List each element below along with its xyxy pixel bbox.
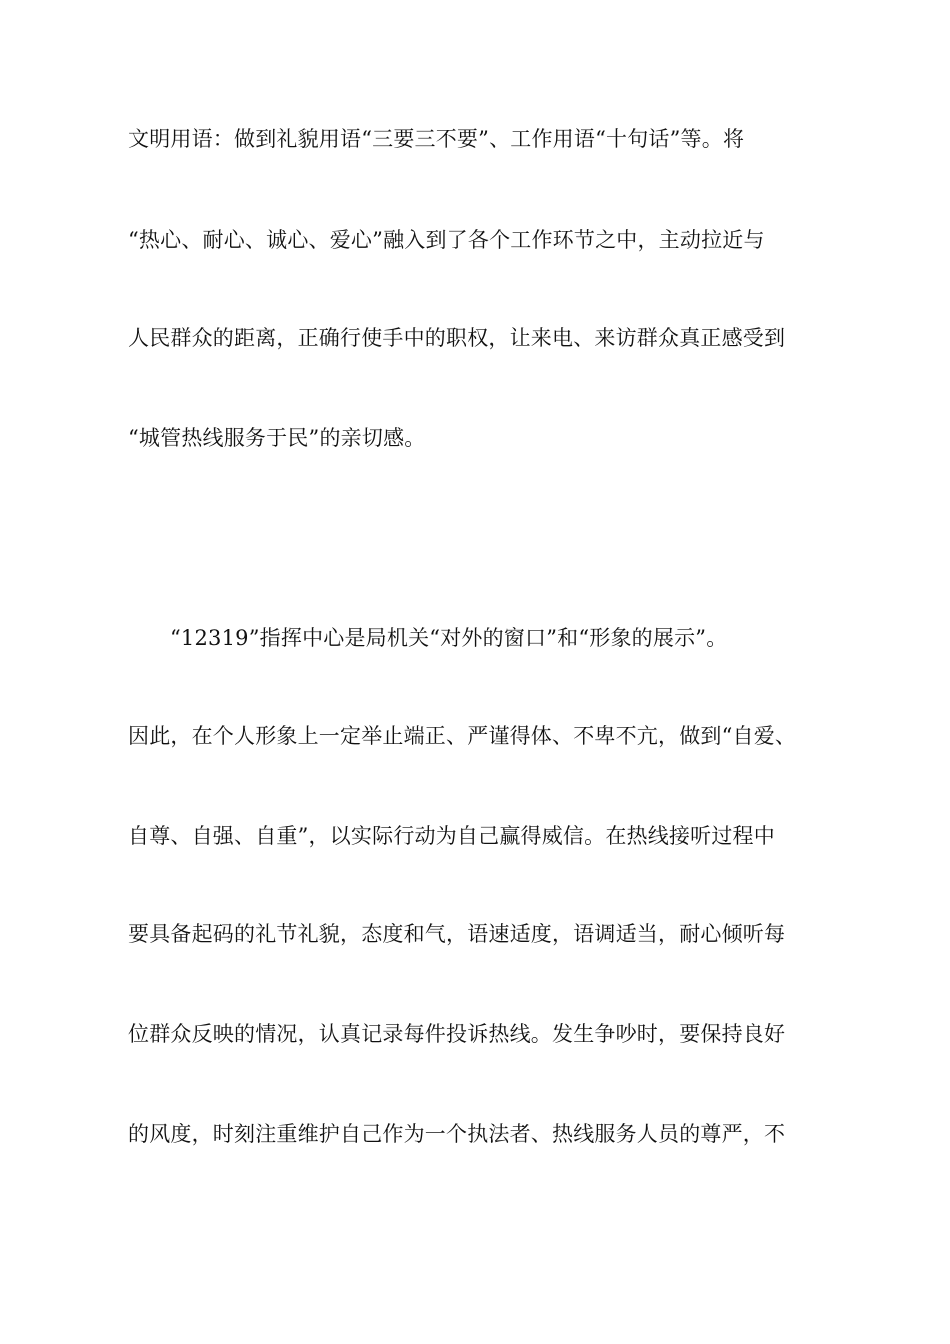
paragraph-line: 人民群众的距离，正确行使手中的职权，让来电、来访群众真正感受到 (128, 326, 786, 350)
paragraph-line: 位群众反映的情况，认真记录每件投诉热线。发生争吵时，要保持良好 (128, 1022, 786, 1046)
paragraph-line: “城管热线服务于民”的亲切感。 (128, 426, 426, 450)
paragraph-line: 因此，在个人形象上一定举止端正、严谨得体、不卑不亢，做到“自爱、 (128, 724, 797, 748)
paragraph-line: 要具备起码的礼节礼貌，态度和气，语速适度，语调适当，耐心倾听每 (128, 922, 786, 946)
paragraph-line: 自尊、自强、自重”，以实际行动为自己赢得威信。在热线接听过程中 (128, 824, 775, 848)
paragraph-line: “热心、耐心、诚心、爱心”融入到了各个工作环节之中，主动拉近与 (128, 228, 765, 252)
paragraph-line: “12319”指挥中心是局机关“对外的窗口”和“形象的展示”。 (170, 626, 728, 650)
paragraph-line: 文明用语：做到礼貌用语“三要三不要”、工作用语“十句话”等。将 (128, 127, 745, 151)
paragraph-line: 的风度，时刻注重维护自己作为一个执法者、热线服务人员的尊严，不 (128, 1122, 786, 1146)
